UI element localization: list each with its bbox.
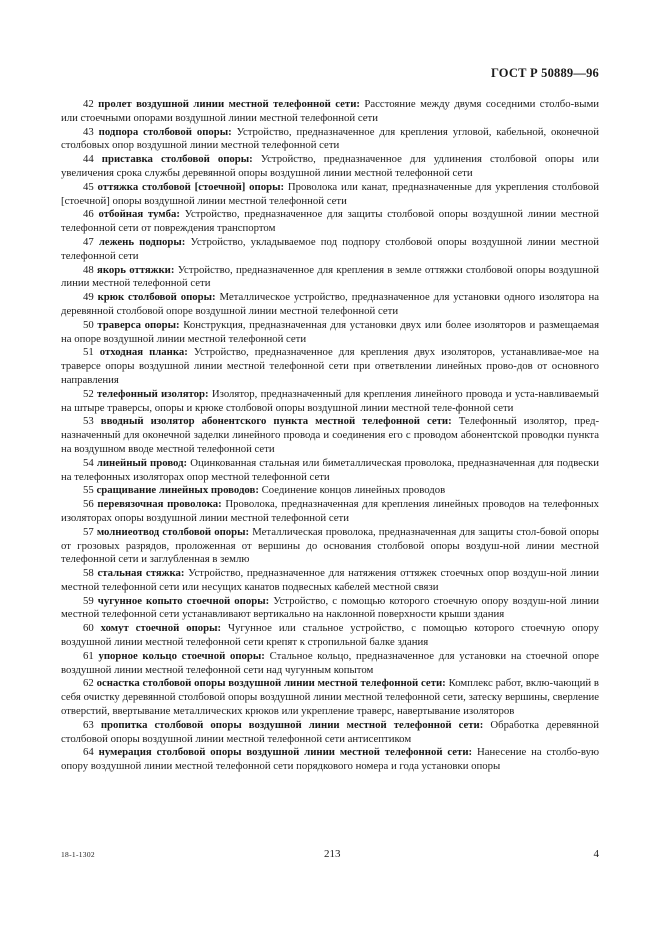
term-title: оснастка столбовой опоры воздушной линии местной телефонной сети: bbox=[96, 677, 446, 690]
term-entry bbox=[61, 415, 599, 456]
term-entry bbox=[61, 236, 599, 264]
term-number: 45 bbox=[83, 180, 94, 193]
term-entry bbox=[61, 291, 599, 319]
term-entry bbox=[61, 567, 599, 595]
term-title: пропитка столбовой опоры воздушной линии местной телефонной сети: bbox=[100, 718, 484, 731]
term-title: перевязочная проволока: bbox=[97, 498, 222, 511]
term-number: 43 bbox=[83, 125, 94, 138]
term-definition: Изолятор, предназначенный для крепления линейного провода и уста-навливаемый на штыре траверсы, опоры и крюке столбовой опоры воздушной линии местной теле-фонной сети bbox=[61, 387, 600, 414]
term-title: подпора столбовой опоры: bbox=[98, 125, 232, 138]
sheet-number: 4 bbox=[593, 848, 599, 860]
term-entry bbox=[61, 650, 599, 678]
term-definition: Чугунное или стальное устройство, с помощью которого стоечную опору воздушной линии местной телефонной сети крепят к стропильной балке здания bbox=[61, 622, 600, 649]
term-entry bbox=[61, 484, 599, 498]
term-definition: Конструкция, предназначенная для установки двух или более изоляторов и размещаемая на опоре воздушной линии местной телефонной сети bbox=[61, 318, 600, 345]
term-definition: Проволока или канат, предназначенные для укрепления столбовой [стоечной] опоры воздушной линии местной телефонной сети bbox=[61, 180, 599, 207]
term-number: 49 bbox=[83, 291, 94, 304]
term-definition: Устройство, предназначенное для крепления в земле оттяжки столбовой опоры воздушной линии местной телефонной сети bbox=[61, 263, 600, 290]
term-definition: Металлическое устройство, предназначенное для установки одного изолятора на деревянной столбовой опоре воздушной линии местной телефонной сети bbox=[61, 291, 600, 317]
term-definition: Устройство, предназначенное для крепления двух изоляторов, устанавливае-мое на траверсе опоры воздушной линии местной телефонной сети при ответвлении линейных прово-дов от основного направления bbox=[61, 346, 600, 386]
term-definition: Проволока, предназначенная для крепления линейных проводов на телефонных изоляторах опоры воздушной линии местной телефонной сети bbox=[61, 498, 600, 524]
term-number: 51 bbox=[83, 346, 94, 359]
term-definition: Устройство, укладываемое под подпору столбовой опоры воздушной линии местной телефонной сети bbox=[61, 235, 600, 262]
term-title: телефонный изолятор: bbox=[97, 387, 209, 400]
term-title: отходная планка: bbox=[99, 346, 188, 359]
term-title: траверса опоры: bbox=[97, 318, 180, 331]
term-definition: Устройство, предназначенное для натяжения оттяжек стоечных опор воздуш-ной линии местной телефонной сети или несущих канатов подвесных кабелей местной связи bbox=[61, 567, 600, 593]
term-number: 46 bbox=[83, 208, 94, 221]
term-definition: Устройство, предназначенное для крепления угловой, кабельной, оконечной столбовых опор воздушной линии местной телефонной сети bbox=[61, 125, 599, 152]
term-number: 50 bbox=[83, 318, 94, 331]
term-title: лежень подпоры: bbox=[98, 235, 186, 248]
term-definition: Соединение концов линейных проводов bbox=[261, 484, 446, 497]
term-number: 61 bbox=[83, 649, 94, 662]
term-number: 52 bbox=[83, 387, 94, 400]
term-title: стальная стяжка: bbox=[97, 567, 185, 580]
term-definition: Устройство, предназначенное для защиты столбовой опоры воздушной линии местной телефонной сети от повреждения транспортом bbox=[61, 208, 600, 235]
term-number: 62 bbox=[83, 677, 94, 690]
term-title: упорное кольцо стоечной опоры: bbox=[98, 649, 265, 662]
term-title: сращивание линейных проводов: bbox=[96, 484, 259, 497]
term-number: 42 bbox=[83, 98, 94, 110]
term-title: вводный изолятор абонентского пункта местной телефонной сети: bbox=[100, 415, 452, 428]
term-definition: Обработка деревянной столбовой опоры воздушной линии местной телефонной сети антисептиком bbox=[61, 718, 600, 745]
term-definition: Металлическая проволока, предназначенная для защиты стол-бовой опоры от грозовых разрядов, проложенная от вершины до основания столбовой опоры воздуш-ной линии местной телефонной сети и заглубленная в землю bbox=[61, 525, 599, 566]
term-number: 54 bbox=[83, 456, 94, 469]
term-definition: Комплекс работ, вклю-чающий в себя очистку деревянной столбовой опоры воздушной линии местной телефонной сети, затеску вершины, сверление отверстий, ввертывание металлических крюков или укрепление траверс, навертывание изоляторов bbox=[61, 677, 599, 718]
term-number: 60 bbox=[83, 622, 94, 635]
term-entry bbox=[61, 208, 599, 236]
term-number: 63 bbox=[83, 718, 94, 731]
term-definition: Стальное кольцо, предназначенное для установки на стоечной опоре воздушной линии местной телефонной сети над чугунным копытом bbox=[61, 649, 600, 676]
term-entry bbox=[61, 319, 599, 347]
term-entry bbox=[61, 622, 599, 650]
term-number: 58 bbox=[83, 567, 94, 580]
term-title: крюк столбовой опоры: bbox=[97, 291, 216, 304]
term-entry bbox=[61, 719, 599, 747]
document-code: ГОСТ Р 50889—96 bbox=[490, 66, 599, 80]
term-number: 53 bbox=[83, 415, 94, 428]
print-code: 18-1-1302 bbox=[61, 850, 95, 859]
term-title: якорь оттяжки: bbox=[97, 263, 175, 276]
terms-list bbox=[61, 98, 599, 774]
term-title: приставка столбовой опоры: bbox=[101, 153, 253, 166]
term-entry bbox=[61, 346, 599, 387]
term-entry bbox=[61, 98, 599, 126]
term-entry bbox=[61, 498, 599, 526]
term-entry bbox=[61, 677, 599, 718]
term-number: 47 bbox=[83, 235, 94, 248]
term-definition: Устройство, предназначенное для удлинения столбовой опоры или увеличения срока службы деревянной опоры воздушной линии местной телефонной сети bbox=[61, 153, 599, 179]
term-entry bbox=[61, 264, 599, 292]
term-number: 44 bbox=[83, 153, 94, 166]
term-definition: Нанесение на столбо-вую опору воздушной линии местной телефонной сети порядкового номера и года установки опоры bbox=[61, 746, 599, 773]
term-definition: Оцинкованная стальная или биметаллическая проволока, предназначенная для подвески на телефонных изоляторах опор местной телефонной сети bbox=[61, 456, 600, 483]
term-title: молниеотвод столбовой опоры: bbox=[96, 525, 250, 538]
term-entry bbox=[61, 388, 599, 416]
term-title: отбойная тумба: bbox=[98, 208, 180, 221]
term-number: 57 bbox=[83, 525, 94, 538]
term-title: оттяжка столбовой [стоечной] опоры: bbox=[97, 180, 285, 193]
term-number: 48 bbox=[83, 263, 94, 276]
term-definition: Устройство, с помощью которого стоечную опору воздуш-ной линии местной телефонной сети устанавливают вертикально на наклонной поверхности крыши здания bbox=[61, 594, 600, 621]
term-entry bbox=[61, 126, 599, 154]
term-entry bbox=[61, 181, 599, 209]
term-title: пролет воздушной линии местной телефонной сети: bbox=[98, 98, 360, 110]
term-title: чугунное копыто стоечной опоры: bbox=[97, 594, 270, 607]
term-number: 64 bbox=[83, 746, 94, 759]
term-number: 55 bbox=[83, 484, 94, 497]
term-entry bbox=[61, 595, 599, 623]
term-definition: Телефонный изолятор, пред-назначенный для оконечной заделки линейного провода и соединения его с проводом абонентской проводки пункта на воздушном вводе местной телефонной сети bbox=[61, 415, 600, 455]
term-entry bbox=[61, 746, 599, 774]
page-number: 213 bbox=[324, 848, 341, 860]
term-number: 56 bbox=[83, 498, 94, 511]
page-footer bbox=[61, 848, 599, 864]
term-title: линейный провод: bbox=[96, 456, 188, 469]
term-title: хомут стоечной опоры: bbox=[100, 622, 222, 635]
term-entry bbox=[61, 526, 599, 567]
term-number: 59 bbox=[83, 594, 94, 607]
term-entry bbox=[61, 457, 599, 485]
term-entry bbox=[61, 153, 599, 181]
term-title: нумерация столбовой опоры воздушной линии местной телефонной сети: bbox=[98, 746, 473, 759]
term-definition: Расстояние между двумя соседними столбо-выми или стоечными опорами воздушной линии местной телефонной сети bbox=[61, 98, 600, 124]
